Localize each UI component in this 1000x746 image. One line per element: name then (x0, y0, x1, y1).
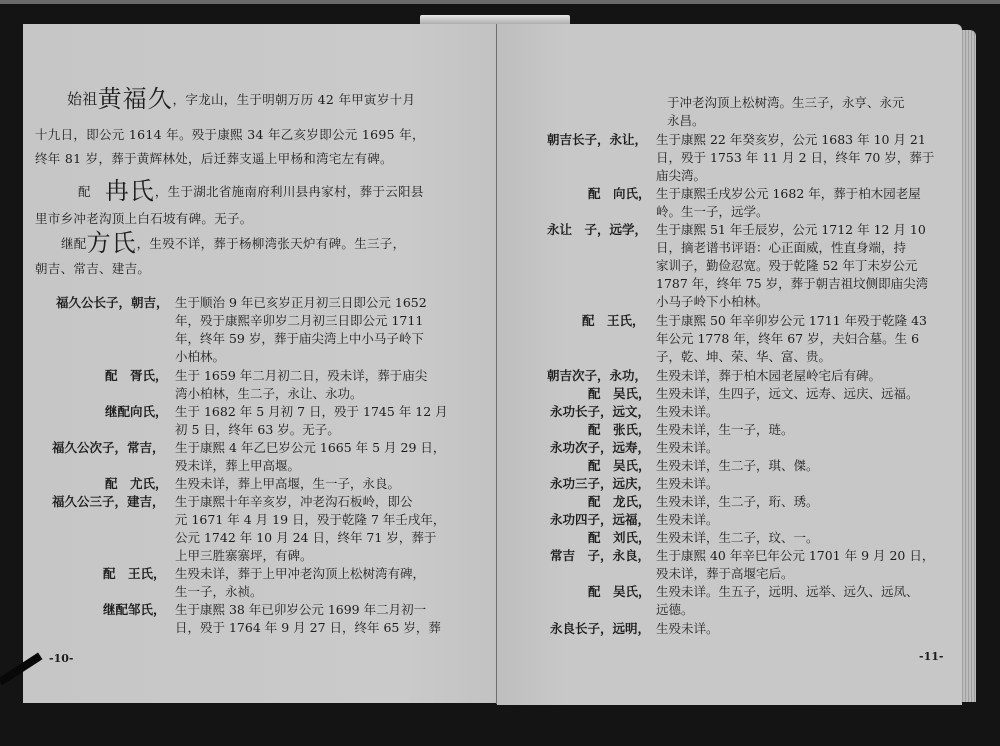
entry-text: 生于康熙 40 年辛巳年公元 1701 年 9 月 20 日， (656, 548, 935, 563)
entry-label: 福久公次子，常吉， (52, 440, 165, 455)
entry-text: 生殁未详，葬于上甲冲老沟顶上松树湾有碑， (175, 566, 426, 581)
entry-text: 子，乾、坤、荣、华、富、贵。 (656, 349, 832, 364)
entry-text: 生于 1682 年 5 月初 7 日，殁于 1745 年 12 月 (175, 404, 448, 419)
entry-text: 生于康熙 50 年辛卯岁公元 1711 年殁于乾隆 43 (656, 313, 927, 328)
wife1-name: 冉氏 (104, 177, 155, 205)
entry-text: 生殁未详。 (656, 476, 719, 491)
founder-prefix: 始祖 (67, 90, 98, 108)
entry-text: 生殁未详。生五子，远明、远举、远久、远凤、 (656, 584, 919, 599)
entry-text: 小马子岭下小柏林。 (656, 294, 769, 309)
page-stack-edge (960, 30, 976, 702)
founder-text: 终年 81 岁，葬于黄辉林处，后迁葬支遥上甲杨和湾宅左有碑。 (35, 151, 393, 166)
scanner-edge (0, 0, 1000, 4)
entry-text: 岭。生一子，远学。 (656, 204, 769, 219)
continuation-text: 于冲老沟顶上松树湾。生三子，永亨、永元 (667, 95, 905, 110)
wife2-text: 朝吉、常吉、建吉。 (35, 261, 151, 276)
entry-label: 配 张氏， (588, 422, 651, 437)
entry-text: 上甲三胜寨寨坪，有碑。 (175, 548, 313, 563)
entry-text: 殁未详，葬于高堰宅后。 (656, 566, 794, 581)
entry-text: 年公元 1778 年，终年 67 岁，夫妇合墓。生 6 (656, 331, 920, 346)
entry-label: 朝吉长子，永让， (547, 132, 648, 147)
founder-name: 黄福久 (97, 85, 173, 113)
founder-text: ，字龙山，生于明朝万历 42 年甲寅岁十月 (172, 92, 416, 107)
entry-text: 生一子，永祯。 (175, 584, 263, 599)
entry-label: 配 尤氏， (105, 476, 168, 491)
entry-label: 配 吴氏， (588, 386, 651, 401)
entry-text: 生于康熙 22 年癸亥岁，公元 1683 年 10 月 21 (656, 132, 926, 147)
wife2-line (61, 229, 406, 257)
entry-text: 生殁未详，生二子，玟、一。 (656, 530, 819, 545)
wife1-line (78, 177, 424, 205)
wife2-text: ，生殁不详，葬于杨柳湾张天炉有碑。生三子， (136, 236, 406, 251)
page-number-right: -11- (919, 650, 944, 663)
entry-text: 年，殁于康熙辛卯岁二月初三日即公元 1711 (175, 313, 424, 328)
entry-label: 永良长子，远明， (550, 621, 651, 636)
entry-text: 元 1671 年 4 月 19 日，殁于乾隆 7 年壬戌年， (175, 512, 446, 527)
wife1-text: ，生于湖北省施南府利川县冉家村，葬于云阳县 (154, 184, 424, 199)
entry-text: 殁未详，葬上甲高堰。 (175, 458, 301, 473)
entry-label: 朝吉次子，永功， (547, 368, 648, 383)
entry-text: 生于 1659 年二月初二日，殁未详，葬于庙尖 (175, 368, 428, 383)
right-page (497, 24, 962, 705)
entry-text: 家训子，勤俭忍宽。殁于乾隆 52 年丁未岁公元 (656, 258, 918, 273)
entry-text: 生殁未详，生二子，琪、傑。 (656, 458, 819, 473)
entry-text: 生于康熙 38 年已卯岁公元 1699 年二月初一 (175, 602, 427, 617)
entry-label: 福久公长子，朝吉， (56, 295, 169, 310)
entry-text: 日，殁于 1764 年 9 月 27 日，终年 65 岁，葬 (175, 620, 441, 635)
entry-text: 生殁未详，葬于柏木园老屋岭宅后有碑。 (656, 368, 882, 383)
wife2-prefix: 继配 (61, 236, 87, 251)
entry-text: 公元 1742 年 10 月 24 日，终年 71 岁，葬于 (175, 530, 437, 545)
entry-text: 远德。 (656, 602, 694, 617)
entry-text: 生于康熙 4 年乙巳岁公元 1665 年 5 月 29 日， (175, 440, 446, 455)
entry-text: 庙尖湾。 (656, 168, 707, 183)
entry-text: 生殁未详。 (656, 512, 719, 527)
entry-text: 生殁未详，生二子，珩、琇。 (656, 494, 819, 509)
entry-label: 永功四子，远福， (550, 512, 651, 527)
entry-text: 生殁未详。 (656, 404, 719, 419)
entry-text: 小柏林。 (175, 349, 226, 364)
entry-text: 生殁未详，生一子，琏。 (656, 422, 794, 437)
entry-label: 配 吴氏， (588, 584, 651, 599)
entry-text: 生于康熙 51 年壬辰岁，公元 1712 年 12 月 10 (656, 222, 926, 237)
page-number-left: -10- (49, 652, 74, 665)
entry-label: 常吉 子，永良， (550, 548, 651, 563)
entry-text: 日，殁于 1753 年 11 月 2 日，终年 70 岁，葬于 (656, 150, 935, 165)
entry-label: 配 吴氏， (588, 458, 651, 473)
continuation-text: 永昌。 (667, 113, 705, 128)
entry-label: 配 胥氏， (105, 368, 168, 383)
entry-text: 日，摘老谱书评语：心正面威，性直身端，持 (656, 240, 907, 255)
entry-label: 配 王氏， (582, 313, 645, 328)
entry-text: 湾小柏林，生二子，永让、永功。 (175, 386, 363, 401)
entry-label: 永让 子，远学， (547, 222, 648, 237)
entry-label: 继配邹氏， (103, 602, 166, 617)
left-page (23, 24, 497, 703)
entry-text: 生殁未详。 (656, 621, 719, 636)
entry-text: 初 5 日，终年 63 岁。无子。 (175, 422, 340, 437)
entry-label: 配 刘氏， (588, 530, 651, 545)
founder-line (67, 85, 416, 113)
entry-label: 永功长子，远文， (550, 404, 651, 419)
wife1-text: 里市乡冲老沟顶上白石坡有碑。无子。 (35, 211, 253, 226)
entry-text: 1787 年，终年 75 岁，葬于朝吉祖坟侧即庙尖湾 (656, 276, 929, 291)
wife2-name: 方氏 (86, 229, 137, 257)
entry-text: 生于顺治 9 年已亥岁正月初三日即公元 1652 (175, 295, 427, 310)
entry-text: 年，终年 59 岁，葬于庙尖湾上中小马子岭下 (175, 331, 424, 346)
entry-text: 生殁未详，生四子，远文、远寿、远庆、远福。 (656, 386, 919, 401)
wife1-prefix: 配 (78, 184, 91, 199)
founder-text: 十九日，即公元 1614 年。殁于康熙 34 年乙亥岁即公元 1695 年， (35, 127, 425, 142)
entry-label: 配 向氏， (588, 186, 651, 201)
entry-text: 生殁未详。 (656, 440, 719, 455)
entry-text: 生于康熙十年辛亥岁，冲老沟石板岭，即公 (175, 494, 413, 509)
entry-label: 永功次子，远寿， (550, 440, 651, 455)
entry-label: 继配向氏， (105, 404, 168, 419)
entry-text: 生殁未详，葬上甲高堰，生一子，永良。 (175, 476, 401, 491)
entry-label: 福久公三子，建吉， (52, 494, 165, 509)
entry-label: 配 龙氏， (588, 494, 651, 509)
entry-label: 永功三子，远庆， (550, 476, 651, 491)
entry-label: 配 王氏， (103, 566, 166, 581)
entry-text: 生于康熙壬戌岁公元 1682 年，葬于柏木园老屋 (656, 186, 921, 201)
